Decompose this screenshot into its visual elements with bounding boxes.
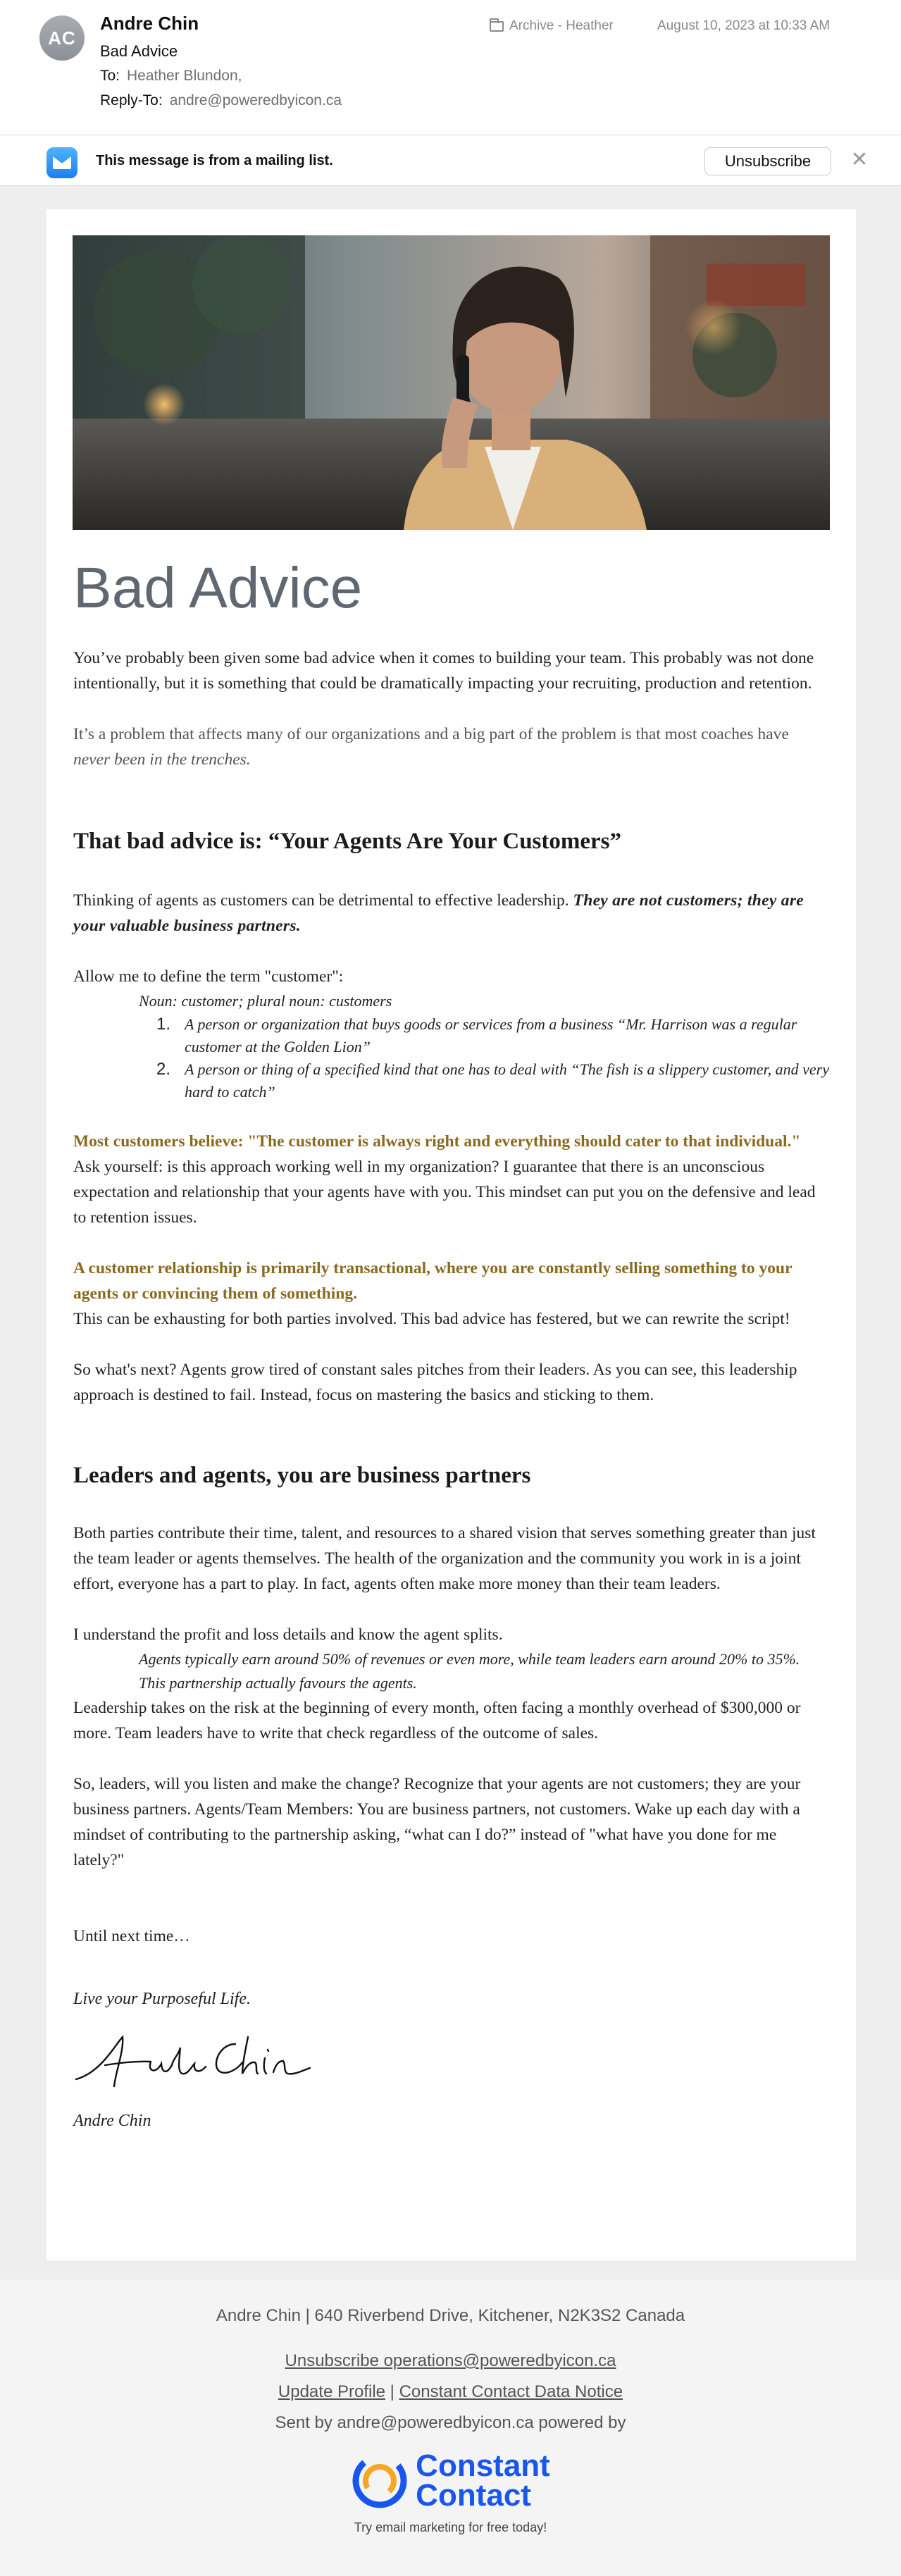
mailbox-name: Archive - Heather [509,18,614,33]
mailbox-location[interactable] [490,18,614,34]
message-header [0,0,901,135]
signature-graphic [73,2021,313,2100]
hero-photo-illustration [73,235,830,530]
signature-name: Andre Chin [73,2112,151,2131]
sender-avatar[interactable]: AC [39,16,85,61]
logo-wordmark: Constant Contact [416,2448,550,2513]
problem-emphasis: never been in the trenches. [73,750,251,769]
signature-text: Andre Chin [73,2021,127,2033]
email-body-background [0,186,901,2279]
handwritten-signature [73,2021,829,2100]
noun-definition: Noun: customer; plural noun: customers [139,992,392,1010]
contribution-paragraph: Both parties contribute their time, talent, and resources to a shared vision that serves something greater than just the team leader or agents themselves. The health of the organization and the community you work in is a joint effort, everyone has a part to play. In fact, agents often make more money than their team leaders. [73,1524,816,1594]
reply-to-row [100,92,342,109]
intro-paragraph: You’ve probably been given some bad advice when it comes to building your team. This probably was not done intentionally, but it is something that could be dramatically impacting your recruiting, production and retention. [73,649,814,693]
definition-item: 2. A person or thing of a specified kind that one has to deal with “The fish is a slippery customer, and very hard to catch” [156,1060,829,1101]
to-recipient[interactable]: Heather Blundon, [127,68,242,84]
folder-icon [490,21,504,32]
link-separator: | [390,2382,394,2401]
problem-paragraph [73,722,829,772]
agent-splits-note: Agents typically earn around 50% of revenues or even more, while team leaders earn around 20% to 35%. This partnership actually favours the agents. [139,1650,800,1692]
customers-text: Thinking of agents as customers can be detrimental to effective leadership. [73,891,573,910]
highlight-customers-believe: Most customers believe: "The customer is always right and everything should cater to that individual." [73,1132,801,1151]
definition-list [73,1013,829,1103]
customers-paragraph [73,888,829,939]
tagline: Live your Purposeful Life. [73,1990,251,2009]
heading-business-partners: Leaders and agents, you are business partners [73,1463,531,1489]
logo-tagline[interactable]: Try email marketing for free today! [354,2520,547,2534]
customers-emphasis: They are not customers; they are your valuable business partners. [73,891,804,936]
sender-name[interactable]: Andre Chin [100,13,199,34]
ask-yourself-paragraph: Ask yourself: is this approach working well in my organization? I guarantee that there is an unconscious expectation and relationship that your agents have with you. This mindset can put you on the defensive and lead to retention issues. [73,1158,816,1227]
email-footer [0,2279,901,2576]
call-to-action-paragraph: So, leaders, will you listen and make the change? Recognize that your agents are not customers; they are your business partners. Agents/Team Members: You are business partners, not customers. Wake up each day with a mindset of contributing to the partnership asking, “what can I do?” instead of "what have you done for me lately?" [73,1775,801,1870]
constant-contact-logo-icon [351,2452,409,2510]
hero-image [73,235,830,530]
define-intro: Allow me to define the term "customer": [73,967,344,986]
to-label: To: [100,68,120,84]
mailing-list-notice: This message is from a mailing list. [96,153,333,168]
whats-next-paragraph: So what's next? Agents grow tired of constant sales pitches from their leaders. As you can see, this leadership approach is destined to fail. Instead, focus on mastering the basics and sticking to them. [73,1361,797,1405]
heading-bad-advice: That bad advice is: “Your Agents Are Your Customers” [73,829,621,855]
closing-line: Until next time… [73,1927,190,1946]
data-notice-link[interactable]: Constant Contact Data Notice [399,2382,623,2401]
message-date: August 10, 2023 at 10:33 AM [657,18,831,33]
profit-loss-paragraph: I understand the profit and loss details and know the agent splits. [73,1626,503,1645]
problem-text: It’s a problem that affects many of our organizations and a big part of the problem is that most coaches have [73,725,789,744]
definition-item: 1. A person or organization that buys goods or services from a business “Mr. Harrison was a regular customer at the Golden Lion” [156,1015,797,1056]
email-content [73,530,829,2131]
mail-app-icon [46,147,77,178]
risk-paragraph: Leadership takes on the risk at the beginning of every month, often facing a monthly overhead of $300,000 or more. Team leaders have to write that check regardless of the outcome of sales. [73,1699,801,1743]
unsubscribe-link[interactable]: Unsubscribe operations@poweredbyicon.ca [285,2351,616,2370]
exhausting-paragraph: This can be exhausting for both parties involved. This bad advice has festered, but we can rewrite the script! [73,1310,790,1329]
message-subject: Bad Advice [100,42,178,60]
highlight-transactional: A customer relationship is primarily transactional, where you are constantly selling something to your agents or convincing them of something. [73,1259,793,1304]
email-title: Bad Advice [73,556,363,620]
email-card [46,209,856,2260]
sent-by-line: Sent by andre@poweredbyicon.ca powered by [275,2413,626,2432]
sender-address: Andre Chin | 640 Riverbend Drive, Kitchener, N2K3S2 Canada [216,2306,685,2325]
update-profile-link[interactable]: Update Profile [278,2382,385,2401]
unsubscribe-button[interactable]: Unsubscribe [704,147,831,175]
to-row [100,68,242,85]
close-icon[interactable]: ✕ [850,148,869,171]
reply-to-label: Reply-To: [100,92,163,109]
mailing-list-banner [0,135,901,186]
footer-links [0,2346,901,2439]
constant-contact-logo[interactable] [338,2448,564,2513]
reply-to-address[interactable]: andre@poweredbyicon.ca [169,92,342,109]
